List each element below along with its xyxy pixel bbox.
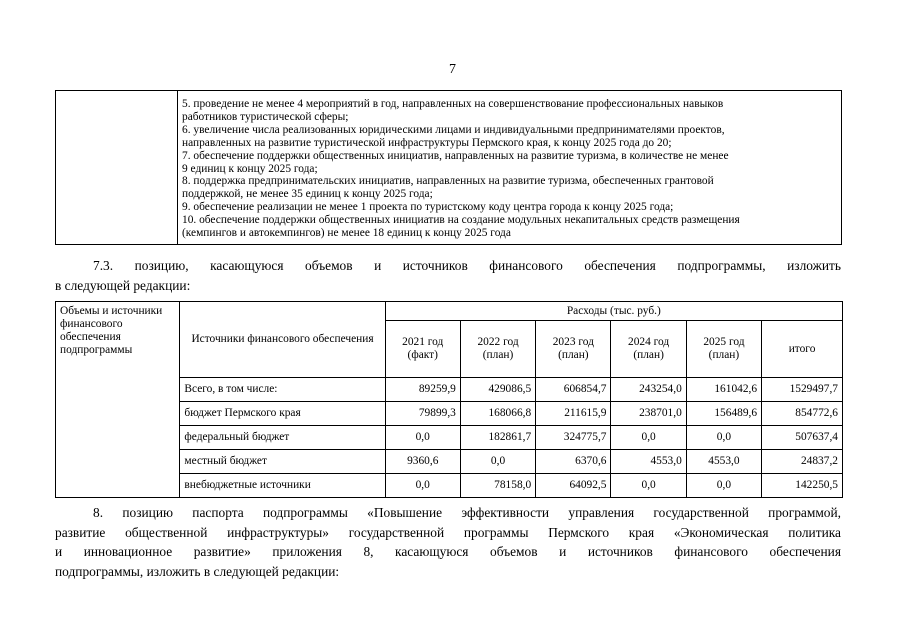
- goals-table-label-cell: [56, 91, 178, 244]
- row-label: местный бюджет: [180, 450, 385, 474]
- table-cell: 24837,2: [762, 450, 843, 474]
- table-cell: 1529497,7: [762, 378, 843, 402]
- year-header: 2024 год (план): [611, 321, 686, 378]
- table-cell: 0,0: [385, 426, 460, 450]
- table-cell: 0,0: [611, 426, 686, 450]
- table-cell: 211615,9: [536, 402, 611, 426]
- table-cell: 182861,7: [460, 426, 535, 450]
- paragraph-line: 7.3. позицию, касающуюся объемов и источников финансового обеспечения подпрограммы, изложить: [93, 258, 841, 273]
- table-cell: 4553,0: [686, 450, 761, 474]
- table-cell: 606854,7: [536, 378, 611, 402]
- table-cell: 0,0: [611, 474, 686, 498]
- sources-header-cell: Источники финансового обеспечения: [180, 302, 385, 378]
- list-item: 9. обеспечение реализации не менее 1 проекта по туристскому коду центра города к концу 2025 года;: [182, 201, 674, 214]
- table-cell: 429086,5: [460, 378, 535, 402]
- financing-table: [55, 301, 843, 498]
- year-header: 2022 год (план): [460, 321, 535, 378]
- list-item: работников туристической сферы;: [182, 110, 349, 123]
- paragraph-line: и инновационное развитие» приложения 8, касающуюся объемов и источников финансового обеспечения: [55, 544, 841, 559]
- list-item: 8. поддержка предпринимательских инициатив, направленных на развитие туризма, обеспеченных грантовой: [182, 175, 714, 188]
- table-cell: 324775,7: [536, 426, 611, 450]
- goals-list: [182, 98, 837, 240]
- year-header: 2021 год (факт): [385, 321, 460, 378]
- page-number: 7: [449, 62, 456, 77]
- table-cell: 79899,3: [385, 402, 460, 426]
- paragraph-7-3: [55, 256, 841, 295]
- list-item: 9 единиц к концу 2025 года;: [182, 162, 318, 175]
- table-cell: 0,0: [460, 450, 535, 474]
- paragraph-8: [55, 503, 841, 581]
- volumes-header-cell: Объемы и источники финансового обеспечения подпрограммы: [56, 302, 180, 498]
- table-cell: 89259,9: [385, 378, 460, 402]
- list-item: 5. проведение не менее 4 мероприятий в год, направленных на совершенствование профессиональных навыков: [182, 98, 724, 110]
- year-header: 2025 год (план): [686, 321, 761, 378]
- list-item: поддержкой, не менее 35 единиц к концу 2025 года;: [182, 188, 433, 201]
- list-item: (кемпингов и автокемпингов) не менее 18 единиц к концу 2025 года: [182, 227, 511, 240]
- paragraph-line: подпрограммы, изложить в следующей редакции:: [55, 563, 340, 579]
- row-label: внебюджетные источники: [180, 474, 385, 498]
- paragraph-line: развитие общественной инфраструктуры» государственной программы Пермского края «Экономическая политика: [55, 524, 841, 540]
- table-cell: 0,0: [686, 474, 761, 498]
- table-cell: 78158,0: [460, 474, 535, 498]
- paragraph-line: в следующей редакции:: [55, 277, 191, 293]
- row-label: Всего, в том числе:: [180, 378, 385, 402]
- table-cell: 0,0: [385, 474, 460, 498]
- list-item: 6. увеличение числа реализованных юридическими лицами и индивидуальными предпринимателями проектов,: [182, 123, 725, 136]
- paragraph-line: 8. позицию паспорта подпрограммы «Повышение эффективности управления государственной программой,: [93, 505, 841, 520]
- table-cell: 142250,5: [762, 474, 843, 498]
- expenses-header-cell: Расходы (тыс. руб.): [385, 302, 842, 321]
- table-cell: 4553,0: [611, 450, 686, 474]
- list-item: 7. обеспечение поддержки общественных инициатив, направленных на развитие туризма, в количестве не менее: [182, 149, 729, 162]
- total-header: итого: [762, 321, 843, 378]
- table-cell: 9360,6: [385, 450, 460, 474]
- table-cell: 64092,5: [536, 474, 611, 498]
- table-cell: 161042,6: [686, 378, 761, 402]
- table-cell: 156489,6: [686, 402, 761, 426]
- table-cell: 0,0: [686, 426, 761, 450]
- list-item: направленных на развитие туристической инфраструктуры Пермского края, к концу 2025 года до 20;: [182, 136, 672, 149]
- row-label: бюджет Пермского края: [180, 402, 385, 426]
- table-cell: 238701,0: [611, 402, 686, 426]
- list-item: 10. обеспечение поддержки общественных инициатив на создание модульных некапитальных средств размещения: [182, 214, 740, 227]
- table-cell: 243254,0: [611, 378, 686, 402]
- goals-table-continuation: [55, 90, 842, 245]
- table-cell: 854772,6: [762, 402, 843, 426]
- row-label: федеральный бюджет: [180, 426, 385, 450]
- table-cell: 507637,4: [762, 426, 843, 450]
- year-header: 2023 год (план): [536, 321, 611, 378]
- table-cell: 168066,8: [460, 402, 535, 426]
- table-cell: 6370,6: [536, 450, 611, 474]
